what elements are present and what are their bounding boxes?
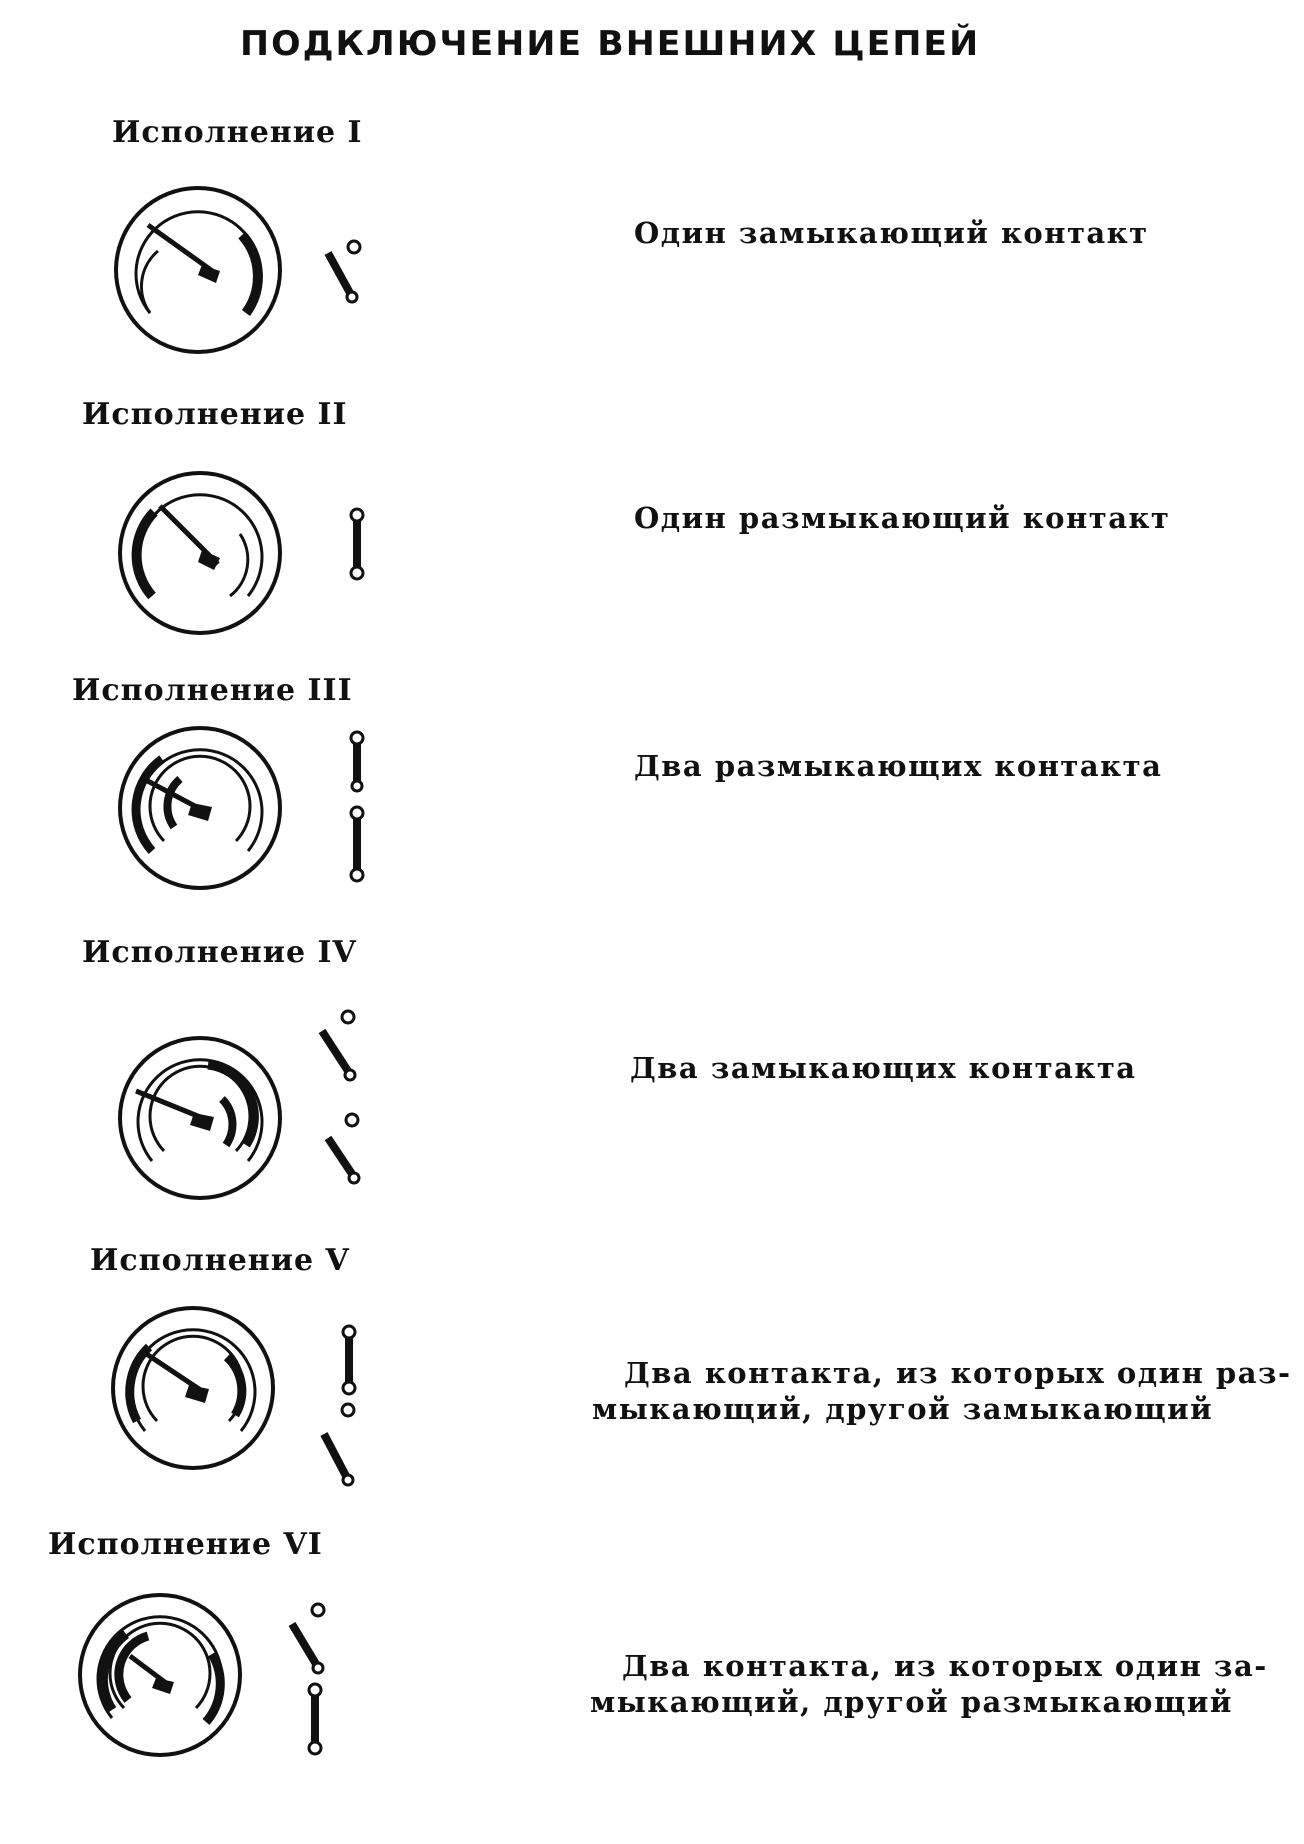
variant-3-description xyxy=(634,748,1162,784)
variant-3-contact-opening-2-icon xyxy=(342,805,372,885)
variant-1-contact-closing-icon xyxy=(318,235,368,305)
variant-2-gauge-icon xyxy=(112,468,292,638)
variant-5-description-line-2: мыкающий, другой замыкающий xyxy=(592,1392,1214,1426)
variant-1-description xyxy=(634,215,1149,251)
variant-5-description xyxy=(592,1355,1292,1427)
variant-1-gauge-icon xyxy=(110,185,290,355)
variant-6-gauge-icon xyxy=(72,1590,252,1760)
variant-3-description-line-1: Два размыкающих контакта xyxy=(634,749,1163,783)
variant-4-gauge-icon xyxy=(112,1033,292,1203)
variant-6-description-line-2: мыкающий, другой размыкающий xyxy=(590,1685,1233,1719)
variant-4-contact-closing-2-icon xyxy=(318,1108,368,1188)
variant-1-description-line-1: Один замыкающий контакт xyxy=(634,216,1149,250)
variant-5-contact-closing-icon xyxy=(314,1400,364,1490)
variant-4-description-line-1: Два замыкающих контакта xyxy=(630,1051,1137,1085)
variant-3-label: Исполнение III xyxy=(72,673,353,708)
variant-5-label: Исполнение V xyxy=(90,1243,350,1278)
variant-2-contact-opening-icon xyxy=(342,505,372,585)
variant-5-description-line-1: Два контакта, из которых один раз- xyxy=(624,1356,1292,1390)
variant-4-description xyxy=(630,1050,1137,1086)
variant-3-gauge-icon xyxy=(112,723,292,893)
variant-1-label: Исполнение I xyxy=(112,115,363,150)
variant-6-contact-opening-icon xyxy=(300,1680,330,1760)
variant-2-label: Исполнение II xyxy=(82,397,348,432)
variant-2-description-line-1: Один размыкающий контакт xyxy=(634,501,1171,535)
page-title: ПОДКЛЮЧЕНИЕ ВНЕШНИХ ЦЕПЕЙ xyxy=(240,24,981,64)
variant-5-contact-opening-icon xyxy=(334,1322,364,1402)
variant-6-label: Исполнение VI xyxy=(48,1527,323,1562)
variant-2-description xyxy=(634,500,1170,536)
variant-4-label: Исполнение IV xyxy=(82,935,357,970)
variant-4-contact-closing-1-icon xyxy=(312,1005,362,1085)
variant-3-contact-opening-1-icon xyxy=(342,728,372,798)
variant-6-contact-closing-icon xyxy=(284,1598,334,1678)
variant-6-description xyxy=(590,1648,1268,1720)
variant-5-gauge-icon xyxy=(105,1303,285,1473)
variant-6-description-line-1: Два контакта, из которых один за- xyxy=(622,1649,1268,1683)
